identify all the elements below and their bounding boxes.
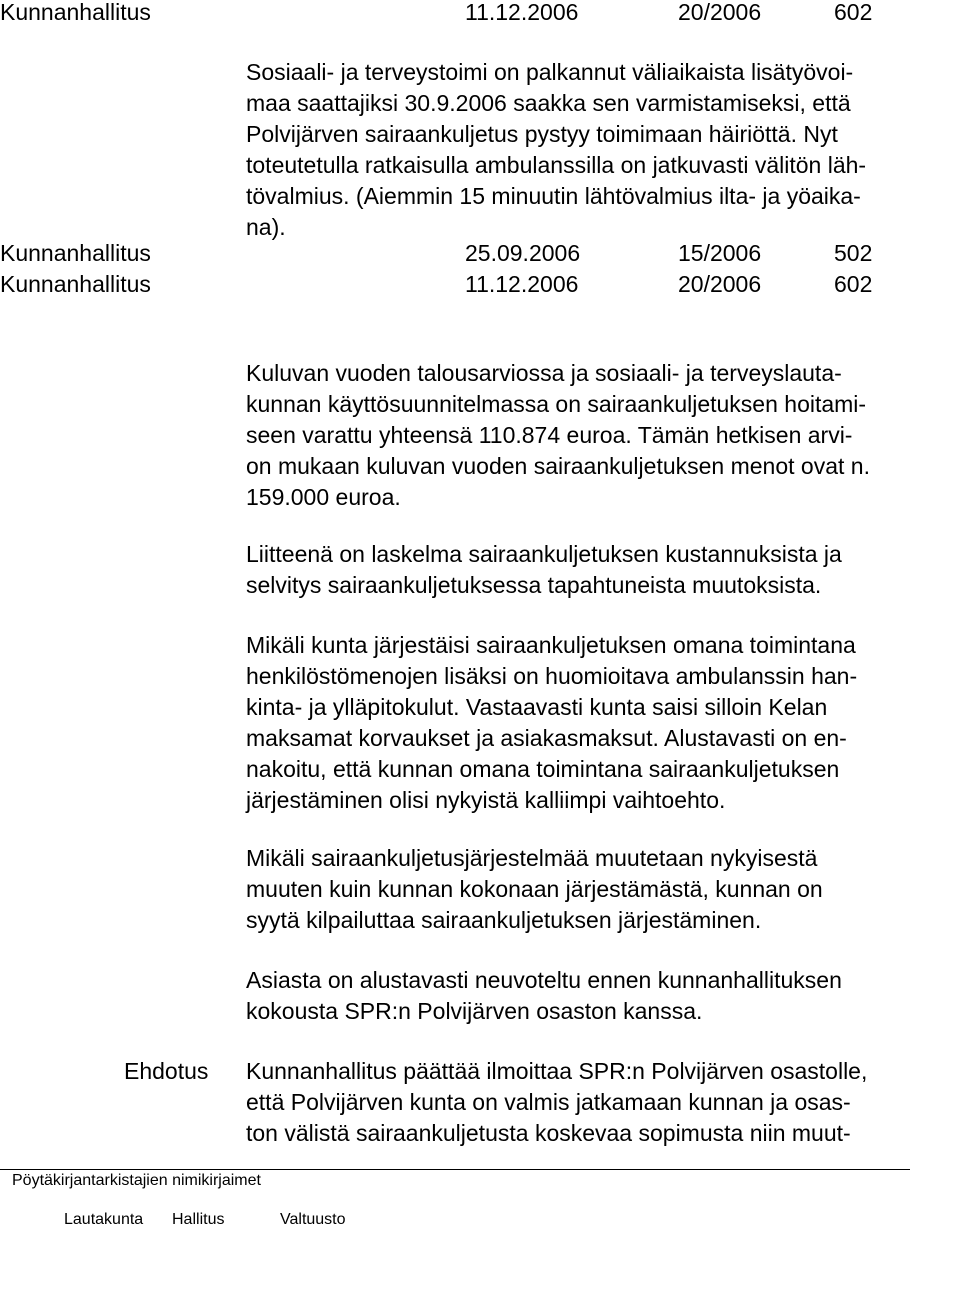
text-line: toteutetulla ratkaisulla ambulanssilla on jatkuvasti välitön läh- [246,152,867,178]
meeting-body: Kunnanhallitus [0,240,151,266]
text-line: Mikäli kunta järjestäisi sairaankuljetuksen omana toimintana [246,632,856,658]
text-line: järjestäminen olisi nykyistä kalliimpi vaihtoehto. [246,787,726,813]
text-line: Kunnanhallitus päättää ilmoittaa SPR:n Polvijärven osastolle, [246,1058,868,1084]
text-line: selvitys sairaankuljetuksessa tapahtuneista muutoksista. [246,572,822,598]
meeting-body: Kunnanhallitus [0,271,151,297]
paragraph [246,57,946,243]
text-line: ton välistä sairaankuljetusta koskevaa sopimusta niin muut- [246,1120,851,1146]
text-line: tövalmius. (Aiemmin 15 minuutin lähtövalmius ilta- ja yöaika- [246,183,861,209]
section-number: 602 [834,271,873,297]
text-line: kokousta SPR:n Polvijärven osaston kanssa. [246,998,703,1024]
paragraph [246,630,946,816]
text-line: seen varattu yhteensä 110.874 euroa. Tämän hetkisen arvi- [246,422,853,448]
text-line: na). [246,214,286,240]
meeting-number: 15/2006 [678,240,762,266]
meeting-number: 20/2006 [678,0,762,25]
proposal-text [246,1056,946,1149]
text-line: Polvijärven sairaankuljetus pystyy toimimaan häiriöttä. Nyt [246,121,838,147]
section-number: 502 [834,240,873,266]
signature-label-board: Lautakunta [64,1211,144,1228]
text-line: muuten kuin kunnan kokonaan järjestämästä, kunnan on [246,876,823,902]
text-line: on mukaan kuluvan vuoden sairaankuljetuksen menot ovat n. [246,453,870,479]
paragraph [246,843,946,936]
paragraph [246,965,946,1027]
text-line: Liitteenä on laskelma sairaankuljetuksen kustannuksista ja [246,541,842,567]
text-line: Kuluvan vuoden talousarviossa ja sosiaali- ja terveyslauta- [246,360,842,386]
text-line: Mikäli sairaankuljetusjärjestelmää muutetaan nykyisestä [246,845,818,871]
meeting-number: 20/2006 [678,271,762,297]
text-line: henkilöstömenojen lisäksi on huomioitava ambulanssin han- [246,663,858,689]
meeting-date: 11.12.2006 [465,0,579,25]
text-line: Asiasta on alustavasti neuvoteltu ennen kunnanhallituksen [246,967,842,993]
meeting-date: 25.09.2006 [465,240,581,266]
meeting-body: Kunnanhallitus [0,0,151,25]
section-number: 602 [834,0,873,25]
text-line: Sosiaali- ja terveystoimi on palkannut väliaikaista lisätyövoi- [246,59,854,85]
text-line: että Polvijärven kunta on valmis jatkamaan kunnan ja osas- [246,1089,851,1115]
paragraph [246,539,946,601]
proposal-label: Ehdotus [124,1058,209,1084]
text-line: maa saattajiksi 30.9.2006 saakka sen varmistamiseksi, että [246,90,851,116]
text-line: kinta- ja ylläpitokulut. Vastaavasti kunta saisi silloin Kelan [246,694,828,720]
text-line: syytä kilpailuttaa sairaankuljetuksen järjestäminen. [246,907,762,933]
meeting-date: 11.12.2006 [465,271,579,297]
text-line: nakoitu, että kunnan omana toimintana sairaankuljetuksen [246,756,840,782]
footer-title: Pöytäkirjantarkistajien nimikirjaimet [12,1172,261,1189]
text-line: 159.000 euroa. [246,484,401,510]
text-line: kunnan käyttösuunnitelmassa on sairaankuljetuksen hoitami- [246,391,867,417]
footer-divider [0,1169,910,1170]
paragraph [246,358,946,513]
signature-label-council: Valtuusto [280,1211,346,1228]
signature-label-government: Hallitus [172,1211,225,1228]
text-line: maksamat korvaukset ja asiakasmaksut. Alustavasti on en- [246,725,847,751]
